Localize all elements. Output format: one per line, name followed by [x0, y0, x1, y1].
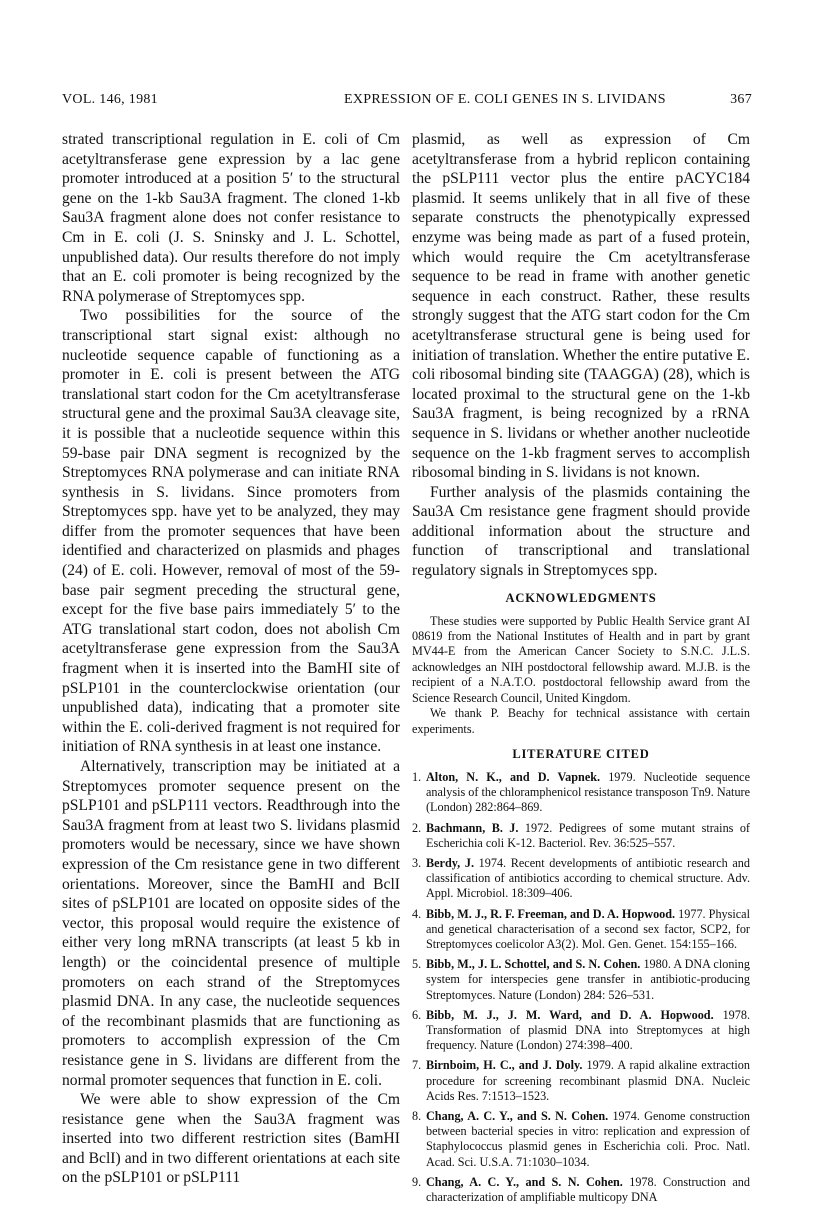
reference-item: 9. Chang, A. C. Y., and S. N. Cohen. 1978. Construction and characterization of amplifiable multicopy DNA: [412, 1174, 750, 1204]
reference-item: 3. Berdy, J. 1974. Recent developments of antibiotic research and classification of antibiotics according to chemical structure. Adv. Appl. Microbiol. 18:309–406.: [412, 855, 750, 901]
literature-cited-heading: LITERATURE CITED: [512, 746, 650, 761]
acknowledgments-text: We thank P. Beachy for technical assistance with certain experiments.: [412, 706, 750, 736]
acknowledgments-heading: ACKNOWLEDGMENTS: [505, 590, 657, 605]
paragraph: plasmid, as well as expression of Cm acetyltransferase from a hybrid replicon containing the pSLP111 vector plus the entire pACYC184 plasmid. It seems unlikely that in all five of these separate constructs the phenotypically expressed enzyme was being made as part of a fused protein, which would require the Cm acetyltransferase sequence to be read in frame with another genetic sequence in each construct. Rather, these results strongly suggest that the ATG start codon for the Cm acetyltransferase structural gene is being used for initiation of translation. Whether the entire putative E. coli ribosomal binding site (TAAGGA) (28), which is located proximal to the structural gene on the 1-kb Sau3A fragment, is being recognized by a rRNA sequence in S. lividans or whether another nucleotide sequence on the 1-kb fragment serves to accomplish ribosomal binding in S. lividans is not known.: [412, 131, 750, 482]
running-title: EXPRESSION OF E. COLI GENES IN S. LIVIDANS: [344, 92, 666, 107]
paragraph: strated transcriptional regulation in E. coli of Cm acetyltransferase gene expression by a lac gene promoter introduced at a position 5′ to the structural gene on the 1-kb Sau3A fragment. The cloned 1-kb Sau3A fragment alone does not confer resistance to Cm in E. coli (J. S. Sninsky and J. L. Schottel, unpublished data). Our results therefore do not imply that an E. coli promoter is being recognized by the RNA polymerase of Streptomyces spp.: [62, 131, 400, 305]
reference-list: [412, 770, 750, 1205]
right-column: [412, 130, 750, 1210]
volume-info: VOL. 146, 1981: [62, 92, 158, 107]
reference-item: 7. Birnboim, H. C., and J. Doly. 1979. A rapid alkaline extraction procedure for screening recombinant plasmid DNA. Nucleic Acids Res. 7:1513–1523.: [412, 1058, 750, 1103]
running-header: [62, 92, 752, 114]
reference-item: 1. Alton, N. K., and D. Vapnek. 1979. Nucleotide sequence analysis of the chloramphenicol resistance transposon Tn9. Nature (London) 282:864–869.: [412, 769, 751, 815]
reference-item: 6. Bibb, M. J., J. M. Ward, and D. A. Hopwood. 1978. Transformation of plasmid DNA into Streptomyces at high frequency. Nature (London) 274:398–400.: [412, 1007, 751, 1053]
reference-item: 4. Bibb, M. J., R. F. Freeman, and D. A. Hopwood. 1977. Physical and genetical characterisation of a second sex factor, SCP2, for Streptomyces coelicolor A3(2). Mol. Gen. Genet. 154:155–166.: [412, 906, 750, 951]
page-number: 367: [730, 92, 752, 107]
reference-item: 5. Bibb, M., J. L. Schottel, and S. N. Cohen. 1980. A DNA cloning system for interspecies gene transfer in antibiotic-producing Streptomyces. Nature (London) 284: 526–531.: [412, 957, 750, 1002]
paragraph: Two possibilities for the source of the transcriptional start signal exist: although no nucleotide sequence capable of functioning as a promoter in E. coli is present between the ATG translational start codon for the Cm acetyltransferase structural gene and the proximal Sau3A cleavage site, it is possible that a nucleotide sequence within this 59-base pair DNA segment is recognized by the Streptomyces RNA polymerase and can initiate RNA synthesis in S. lividans. Since promoters from Streptomyces spp. have yet to be analyzed, they may differ from the promoter sequences that have been identified and characterized on plasmids and phages (24) of E. coli. However, removal of most of the 59-base pair segment preceding the structural gene, except for the five base pairs immediately 5′ to the ATG translational start codon, does not abolish Cm acetyltransferase gene expression from the Sau3A fragment when it is inserted into the BamHI site of pSLP101 in the counterclockwise orientation (our unpublished data), indicating that a promoter site within the E. coli-derived fragment is not required for initiation of RNA synthesis in at least one instance.: [62, 307, 400, 756]
paragraph: Further analysis of the plasmids containing the Sau3A Cm resistance gene fragment should provide additional information about the structure and function of transcriptional and translational regulatory signals in Streptomyces spp.: [412, 483, 750, 580]
acknowledgments-text: These studies were supported by Public Health Service grant AI 08619 from the National Institutes of Health and in part by grant MV44-E from the American Cancer Society to S.N.C. J.L.S. acknowledges an NIH postdoctoral fellowship award. M.J.B. is the recipient of a N.A.T.O. postdoctoral fellowship award from the Science Research Council, United Kingdom.: [412, 613, 750, 705]
reference-item: 2. Bachmann, B. J. 1972. Pedigrees of some mutant strains of Escherichia coli K-12. Bacteriol. Rev. 36:525–557.: [412, 820, 750, 850]
paragraph: Alternatively, transcription may be initiated at a Streptomyces promoter sequence present on the pSLP101 and pSLP111 vectors. Readthrough into the Sau3A fragment from at least two S. lividans plasmid promoters would be necessary, since we have shown expression of the Cm resistance gene in two different orientations. Moreover, since the BamHI and BclI sites of pSLP101 are located on opposite sides of the vector, this proposal would require the existence of either very long mRNA transcripts (at least 5 kb in length) or the coincidental presence of multiple promoters on each strand of the Streptomyces plasmid DNA. In any case, the nucleotide sequences of the recombinant plasmids that are functioning as promoters to accomplish expression of the Cm resistance gene in S. lividans are different from the normal promoter sequences that function in E. coli.: [62, 758, 400, 1089]
left-column: [62, 130, 400, 1188]
paragraph: We were able to show expression of the Cm resistance gene when the Sau3A fragment was inserted into two different restriction sites (BamHI and BclI) and in two different orientations at each site on the pSLP101 or pSLP111: [62, 1091, 400, 1187]
reference-item: 8. Chang, A. C. Y., and S. N. Cohen. 1974. Genome construction between bacterial species in vitro: replication and expression of Staphylococcus plasmid genes in Escherichia coli. Proc. Natl. Acad. Sci. U.S.A. 71:1030–1034.: [412, 1108, 750, 1169]
